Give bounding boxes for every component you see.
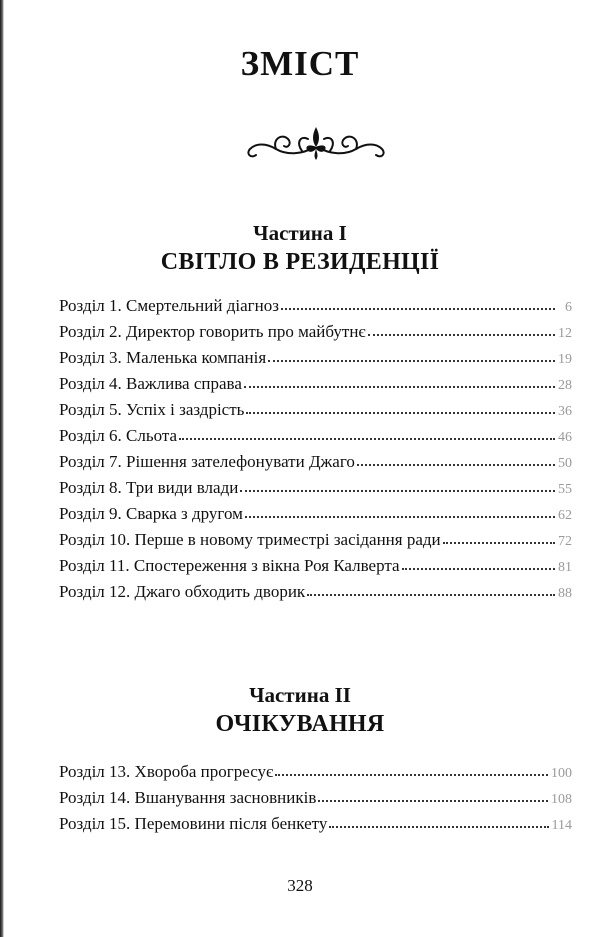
- chapter-title: Розділ 13. Хвороба прогресує: [59, 762, 274, 781]
- part-1-label: Частина I: [253, 221, 347, 245]
- chapter-title: Розділ 14. Вшанування засновників: [59, 788, 317, 807]
- chapter-page-number: 19: [558, 352, 572, 367]
- page-left-edge: [0, 0, 4, 937]
- dot-leader: [246, 412, 555, 414]
- part-2-chapter-list: [59, 756, 572, 834]
- part-1-chapter-list: [59, 290, 572, 602]
- toc-entry[interactable]: [59, 550, 572, 576]
- dot-leader: [179, 438, 555, 440]
- chapter-title: Розділ 10. Перше в новому триместрі засідання ради: [59, 530, 441, 549]
- dot-leader: [443, 542, 555, 544]
- toc-entry[interactable]: [59, 782, 572, 808]
- toc-entry[interactable]: [59, 368, 572, 394]
- chapter-page-number: 46: [558, 430, 572, 445]
- toc-entry[interactable]: [59, 808, 572, 834]
- toc-entry[interactable]: [59, 576, 572, 602]
- chapter-title: Розділ 9. Сварка з другом: [59, 504, 243, 523]
- page-title: ЗМІСТ: [240, 44, 360, 83]
- chapter-page-number: 108: [551, 792, 572, 807]
- toc-entry[interactable]: [59, 498, 572, 524]
- toc-entry[interactable]: [59, 342, 572, 368]
- toc-entry[interactable]: [59, 756, 572, 782]
- toc-entry[interactable]: [59, 524, 572, 550]
- chapter-title: Розділ 15. Перемовини після бенкету: [59, 814, 328, 833]
- chapter-title: Розділ 6. Сльота: [59, 426, 178, 445]
- dot-leader: [245, 516, 555, 518]
- chapter-page-number: 100: [551, 766, 572, 781]
- ornament-divider-icon: [242, 125, 390, 161]
- chapter-title: Розділ 7. Рішення зателефонувати Джаго: [59, 452, 355, 471]
- dot-leader: [268, 360, 555, 362]
- chapter-page-number: 72: [558, 534, 572, 549]
- chapter-page-number: 114: [551, 818, 572, 833]
- chapter-page-number: 28: [558, 378, 572, 393]
- dot-leader: [281, 308, 555, 310]
- page-number: 328: [287, 876, 313, 895]
- chapter-page-number: 12: [558, 326, 572, 341]
- chapter-title: Розділ 4. Важлива справа: [59, 374, 242, 393]
- dot-leader: [402, 568, 555, 570]
- chapter-title: Розділ 8. Три види влади: [59, 478, 239, 497]
- part-2-title: ОЧІКУВАННЯ: [215, 711, 385, 737]
- toc-entry[interactable]: [59, 394, 572, 420]
- toc-entry[interactable]: [59, 316, 572, 342]
- chapter-page-number: 50: [558, 456, 572, 471]
- toc-entry[interactable]: [59, 472, 572, 498]
- dot-leader: [240, 490, 555, 492]
- toc-entry[interactable]: [59, 420, 572, 446]
- chapter-title: Розділ 11. Спостереження з вікна Роя Калверта: [59, 556, 400, 575]
- chapter-title: Розділ 2. Директор говорить про майбутнє: [59, 322, 366, 341]
- dot-leader: [357, 464, 555, 466]
- chapter-page-number: 6: [565, 300, 572, 315]
- dot-leader: [329, 826, 548, 828]
- chapter-title: Розділ 5. Успіх і заздрість: [59, 400, 245, 419]
- part-1-title: СВІТЛО В РЕЗИДЕНЦІЇ: [160, 249, 440, 275]
- dot-leader: [368, 334, 555, 336]
- chapter-page-number: 62: [558, 508, 572, 523]
- toc-entry[interactable]: [59, 446, 572, 472]
- dot-leader: [244, 386, 555, 388]
- toc-entry[interactable]: [59, 290, 572, 316]
- dot-leader: [307, 594, 555, 596]
- dot-leader: [318, 800, 548, 802]
- part-2-label: Частина II: [249, 683, 351, 707]
- chapter-title: Розділ 1. Смертельний діагноз: [59, 296, 279, 315]
- chapter-page-number: 55: [558, 482, 572, 497]
- chapter-title: Розділ 12. Джаго обходить дворик: [59, 582, 306, 601]
- dot-leader: [275, 774, 548, 776]
- chapter-page-number: 36: [558, 404, 572, 419]
- chapter-title: Розділ 3. Маленька компанія: [59, 348, 267, 367]
- chapter-page-number: 88: [558, 586, 572, 601]
- chapter-page-number: 81: [558, 560, 572, 575]
